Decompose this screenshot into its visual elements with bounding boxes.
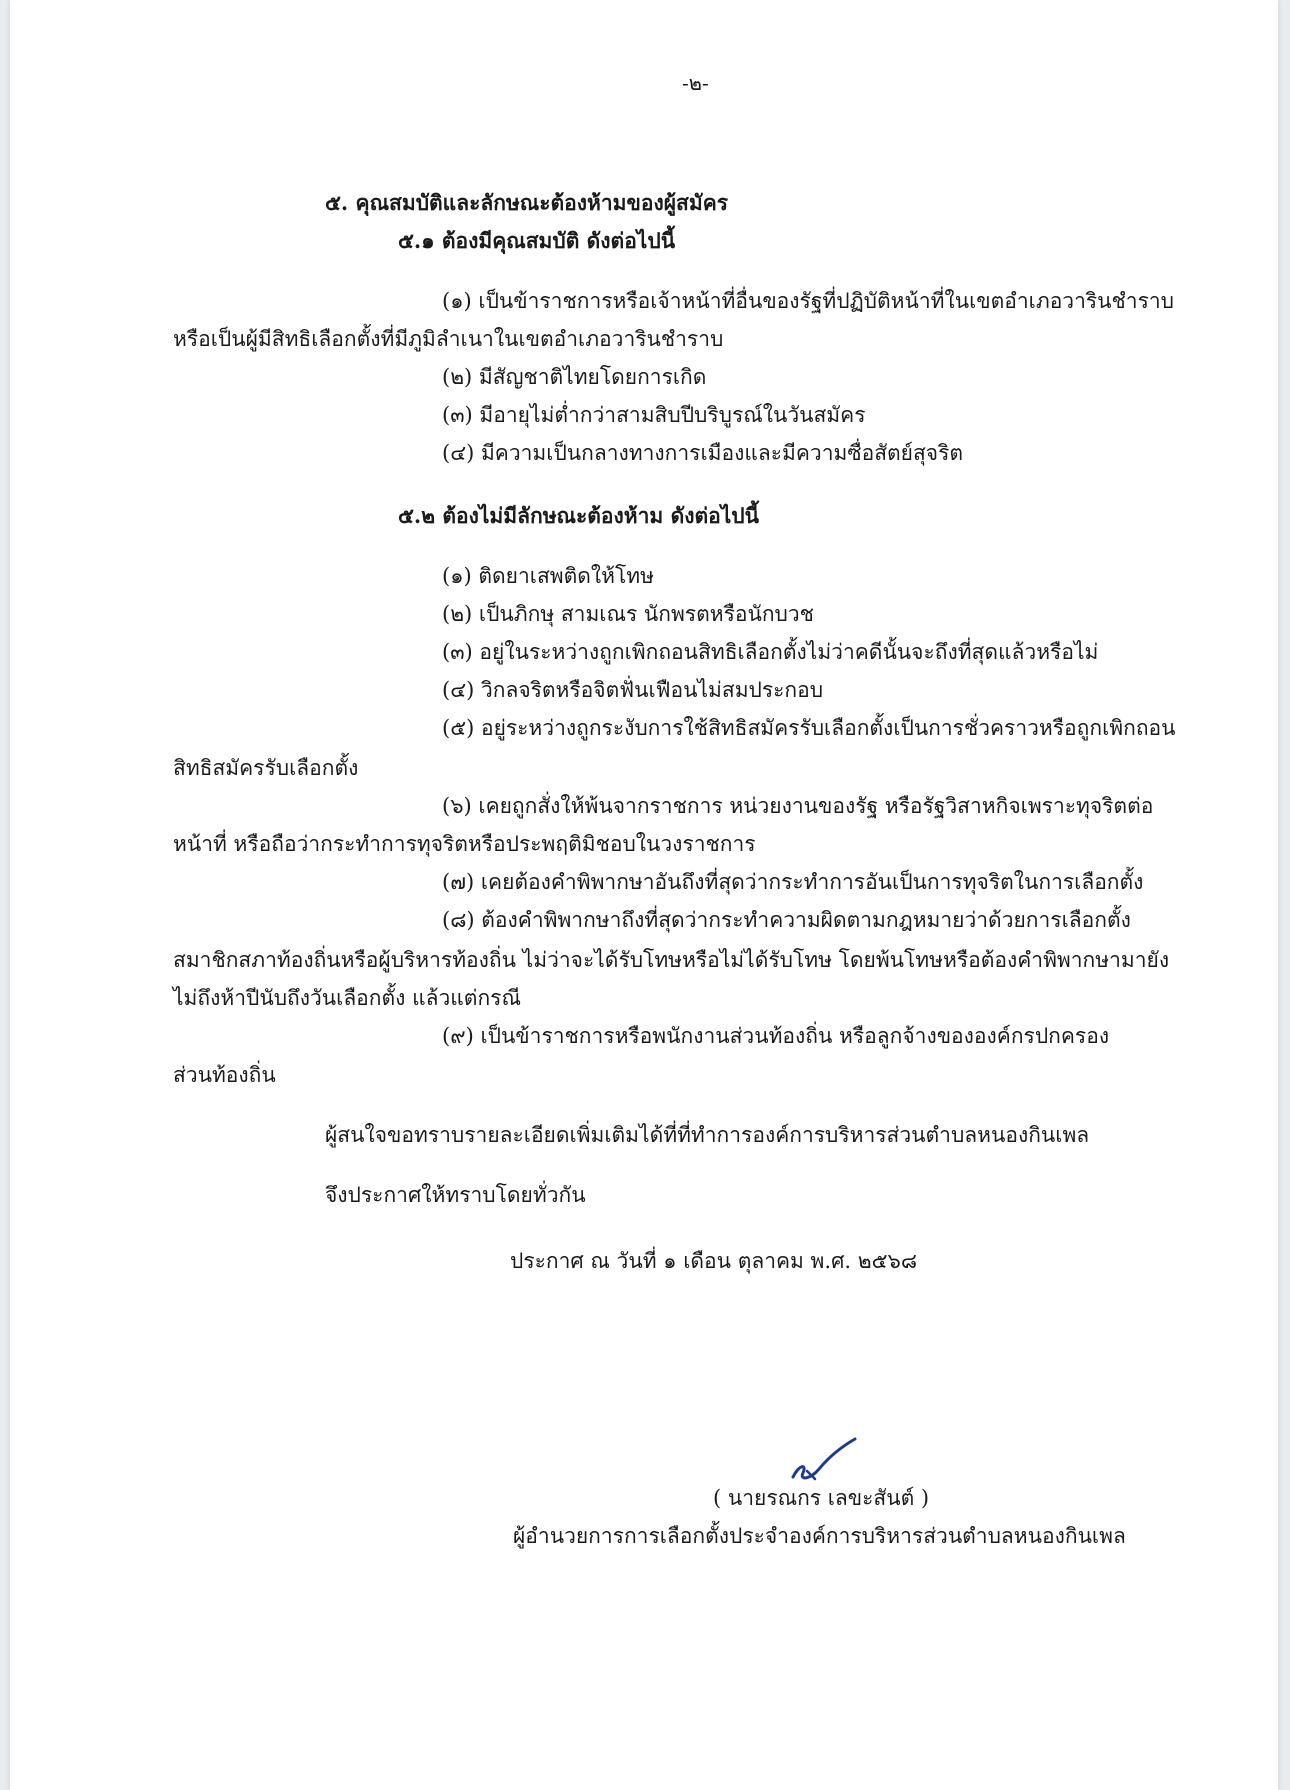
qualification-item-3: (๓) มีอายุไม่ต่ำกว่าสามสิบปีบริบูรณ์ในวันสมัคร [442,403,866,427]
prohibition-item-2: (๒) เป็นภิกษุ สามเณร นักพรตหรือนักบวช [442,602,814,626]
qualification-item-4: (๔) มีความเป็นกลางทางการเมืองและมีความซื่อสัตย์สุจริต [442,441,963,465]
prohibition-item-8-line-2: สมาชิกสภาท้องถิ่นหรือผู้บริหารท้องถิ่น ไม่ว่าจะได้รับโทษหรือไม่ได้รับโทษ โดยพ้นโทษหรือต้องคำพิพากษามายัง [173,948,1170,972]
document-page [10,0,1278,1790]
prohibition-item-5-line-1: (๕) อยู่ระหว่างถูกระงับการใช้สิทธิสมัครรับเลือกตั้งเป็นการชั่วคราวหรือถูกเพิกถอน [442,716,1176,740]
contact-paragraph: ผู้สนใจขอทราบรายละเอียดเพิ่มเติมได้ที่ที่ทำการองค์การบริหารส่วนตำบลหนองกินเพล [325,1123,1090,1147]
prohibition-item-6-line-2: หน้าที่ หรือถือว่ากระทำการทุจริตหรือประพฤติมิชอบในวงราชการ [173,832,756,856]
prohibition-item-8-line-3: ไม่ถึงห้าปีนับถึงวันเลือกตั้ง แล้วแต่กรณี [173,986,521,1010]
section-5-2-heading: ๕.๒ ต้องไม่มีลักษณะต้องห้าม ดังต่อไปนี้ [398,503,759,528]
signatory-title: ผู้อำนวยการการเลือกตั้งประจำองค์การบริหารส่วนตำบลหนองกินเพล [513,1524,1126,1548]
section-5-1-heading: ๕.๑ ต้องมีคุณสมบัติ ดังต่อไปนี้ [398,228,676,253]
prohibition-item-9-line-2: ส่วนท้องถิ่น [173,1063,276,1087]
announcement-date: ประกาศ ณ วันที่ ๑ เดือน ตุลาคม พ.ศ. ๒๕๖๘ [510,1249,918,1273]
announcement-line: จึงประกาศให้ทราบโดยทั่วกัน [325,1183,586,1207]
page-number: -๒- [682,71,709,95]
qualification-item-1-line-1: (๑) เป็นข้าราชการหรือเจ้าหน้าที่อื่นของรัฐที่ปฏิบัติหน้าที่ในเขตอำเภอวารินชำราบ [442,289,1174,313]
signatory-name: ( นายรณกร เลขะสันต์ ) [713,1486,930,1510]
qualification-item-2: (๒) มีสัญชาติไทยโดยการเกิด [442,365,707,389]
prohibition-item-4: (๔) วิกลจริตหรือจิตฟั่นเฟือนไม่สมประกอบ [442,678,824,702]
qualification-item-1-line-2: หรือเป็นผู้มีสิทธิเลือกตั้งที่มีภูมิลำเนาในเขตอำเภอวารินชำราบ [173,327,724,351]
signature-mark [785,1435,860,1485]
prohibition-item-8-line-1: (๘) ต้องคำพิพากษาถึงที่สุดว่ากระทำความผิดตามกฎหมายว่าด้วยการเลือกตั้ง [442,908,1131,932]
prohibition-item-9-line-1: (๙) เป็นข้าราชการหรือพนักงานส่วนท้องถิ่น หรือลูกจ้างขององค์กรปกครอง [442,1024,1110,1048]
prohibition-item-5-line-2: สิทธิสมัครรับเลือกตั้ง [173,756,359,780]
prohibition-item-7: (๗) เคยต้องคำพิพากษาอันถึงที่สุดว่ากระทำการอันเป็นการทุจริตในการเลือกตั้ง [442,870,1144,894]
prohibition-item-1: (๑) ติดยาเสพติดให้โทษ [442,564,654,588]
prohibition-item-3: (๓) อยู่ในระหว่างถูกเพิกถอนสิทธิเลือกตั้งไม่ว่าคดีนั้นจะถึงที่สุดแล้วหรือไม่ [442,640,1099,664]
prohibition-item-6-line-1: (๖) เคยถูกสั่งให้พ้นจากราชการ หน่วยงานของรัฐ หรือรัฐวิสาหกิจเพราะทุจริตต่อ [442,794,1154,818]
section-5-heading: ๕. คุณสมบัติและลักษณะต้องห้ามของผู้สมัคร [325,190,729,215]
